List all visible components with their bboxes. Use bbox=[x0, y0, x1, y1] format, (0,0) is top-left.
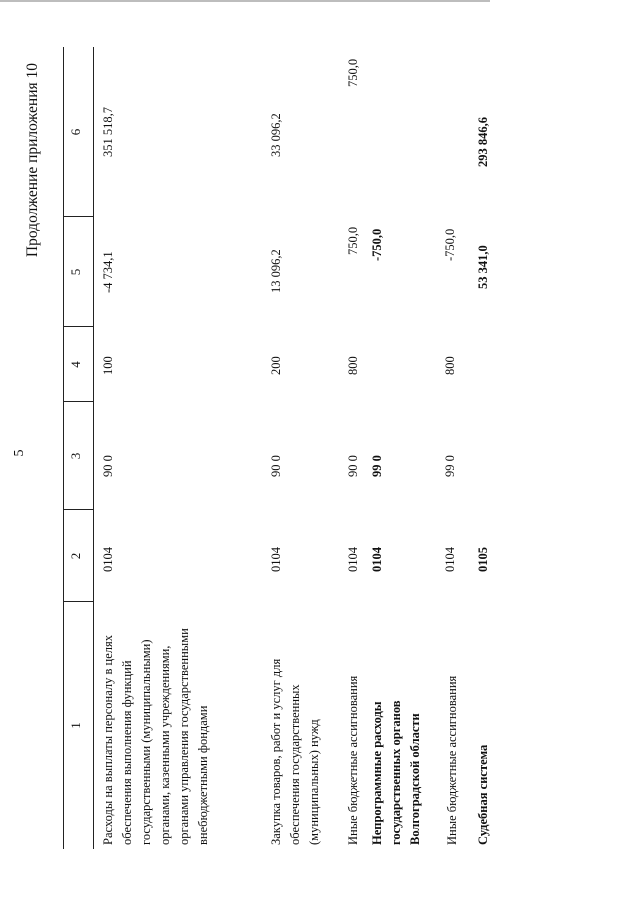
appendix-subtitle: Продолжение приложения 10 bbox=[24, 63, 41, 258]
row-3-change: 750,0 bbox=[346, 226, 360, 255]
row-3-total: 750,0 bbox=[346, 58, 360, 87]
row-6-total: 293 846,6 bbox=[476, 117, 490, 167]
row-2-target: 90 0 bbox=[269, 455, 283, 477]
row-2-type: 200 bbox=[269, 356, 283, 375]
row-3-type: 800 bbox=[346, 356, 360, 375]
header-col-3: 3 bbox=[68, 452, 83, 460]
row-1-type: 100 bbox=[101, 356, 115, 375]
row-1-change: -4 734,1 bbox=[101, 251, 115, 293]
header-col-5: 5 bbox=[68, 268, 83, 276]
table-top-rule bbox=[63, 47, 64, 849]
header-col-2: 2 bbox=[68, 552, 83, 560]
row-5-name: Иные бюджетные ассигнования bbox=[445, 675, 459, 845]
header-col-1: 1 bbox=[68, 722, 83, 729]
row-5-change: -750,0 bbox=[443, 228, 457, 261]
row-6-change: 53 341,0 bbox=[476, 245, 490, 289]
row-5-target: 99 0 bbox=[443, 455, 457, 477]
row-2-total: 33 096,2 bbox=[269, 113, 283, 157]
row-3-name: Иные бюджетные ассигнования bbox=[346, 675, 360, 845]
row-1-name: Расходы на выплаты персоналу в целях обеспечения выполнения функций государственными (муниципальными) органами, казенными учреждениями, органами управления государственными внебюджетными фондами bbox=[101, 628, 210, 845]
row-2-section: 0104 bbox=[269, 547, 283, 572]
header-col-4: 4 bbox=[68, 361, 83, 368]
row-2-change: 13 096,2 bbox=[269, 249, 283, 293]
row-1-section: 0104 bbox=[101, 547, 115, 572]
row-6-section: 0105 bbox=[476, 547, 490, 572]
row-4-name: Непрограммные расходы государственных органов Волгоградской области bbox=[370, 700, 422, 845]
row-4-section: 0104 bbox=[370, 547, 384, 572]
row-1-target: 90 0 bbox=[101, 455, 115, 477]
row-6-name: Судебная система bbox=[476, 744, 490, 845]
row-2-name: Закупка товаров, работ и услуг для обеспечения государственных (муниципальных) нужд bbox=[269, 658, 321, 845]
row-4-target: 99 0 bbox=[370, 455, 384, 477]
row-3-target: 90 0 bbox=[346, 455, 360, 477]
table-header-rule bbox=[93, 47, 94, 849]
header-col-6: 6 bbox=[68, 128, 83, 136]
row-5-section: 0104 bbox=[443, 547, 457, 572]
row-3-section: 0104 bbox=[346, 547, 360, 572]
row-1-total: 351 518,7 bbox=[101, 107, 115, 157]
row-5-type: 800 bbox=[443, 356, 457, 375]
page-number: 5 bbox=[12, 449, 27, 457]
row-4-change: -750,0 bbox=[370, 228, 384, 261]
